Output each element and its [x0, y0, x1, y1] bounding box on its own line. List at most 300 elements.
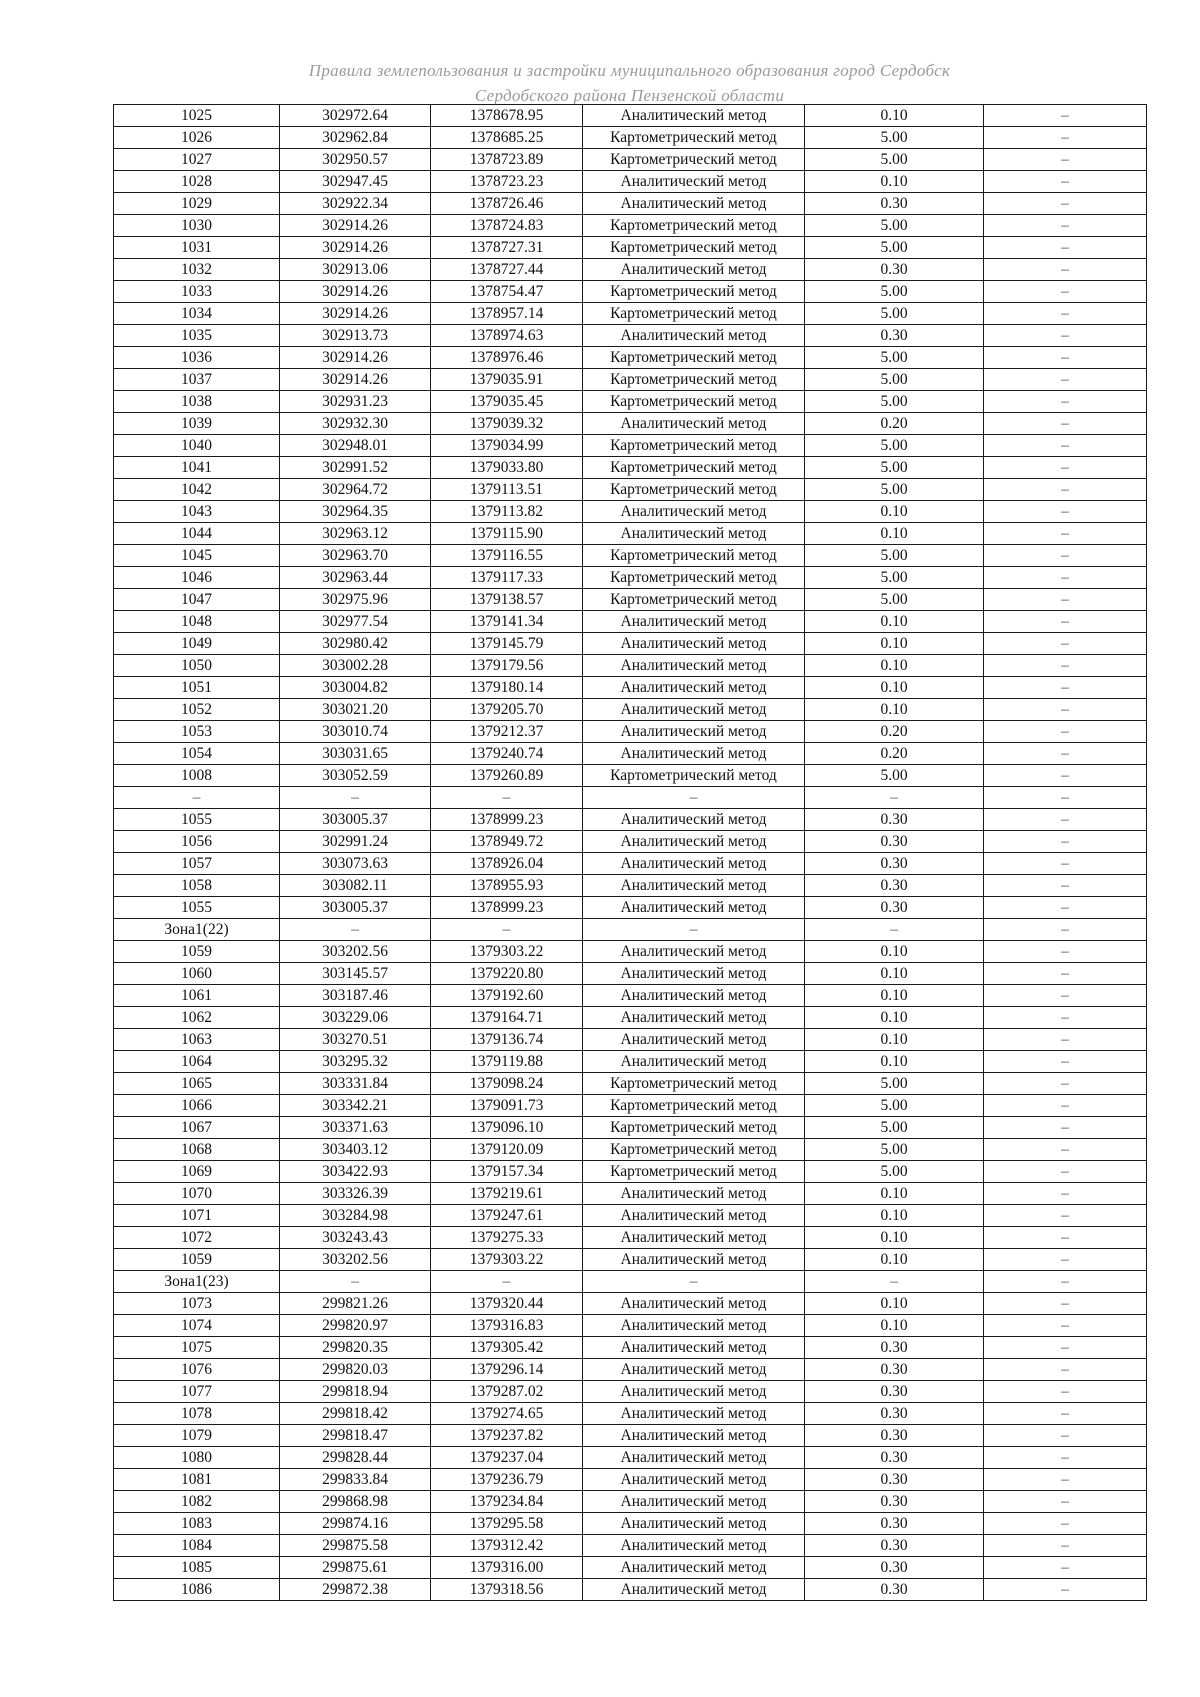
- note-cell: –: [984, 1161, 1147, 1183]
- y-coordinate-cell: 1379205.70: [431, 699, 583, 721]
- method-cell: Картометрический метод: [583, 237, 805, 259]
- point-number-cell: 1068: [114, 1139, 280, 1161]
- method-cell: Аналитический метод: [583, 1293, 805, 1315]
- note-cell: –: [984, 941, 1147, 963]
- y-coordinate-cell: 1379240.74: [431, 743, 583, 765]
- point-number-cell: 1048: [114, 611, 280, 633]
- point-number-cell: 1031: [114, 237, 280, 259]
- x-coordinate-cell: 302963.70: [280, 545, 431, 567]
- method-cell: Картометрический метод: [583, 589, 805, 611]
- accuracy-cell: 0.10: [805, 633, 984, 655]
- accuracy-cell: 5.00: [805, 457, 984, 479]
- note-cell: –: [984, 1073, 1147, 1095]
- x-coordinate-cell: 303005.37: [280, 897, 431, 919]
- x-coordinate-cell: –: [280, 919, 431, 941]
- y-coordinate-cell: 1379136.74: [431, 1029, 583, 1051]
- note-cell: –: [984, 501, 1147, 523]
- y-coordinate-cell: 1379318.56: [431, 1579, 583, 1601]
- accuracy-cell: 0.30: [805, 809, 984, 831]
- method-cell: Аналитический метод: [583, 1359, 805, 1381]
- point-number-cell: 1050: [114, 655, 280, 677]
- y-coordinate-cell: 1379316.83: [431, 1315, 583, 1337]
- accuracy-cell: 5.00: [805, 1073, 984, 1095]
- x-coordinate-cell: 302991.24: [280, 831, 431, 853]
- y-coordinate-cell: 1379287.02: [431, 1381, 583, 1403]
- point-number-cell: 1036: [114, 347, 280, 369]
- table-row: [114, 1447, 1147, 1469]
- note-cell: –: [984, 1249, 1147, 1271]
- note-cell: –: [984, 677, 1147, 699]
- point-number-cell: 1075: [114, 1337, 280, 1359]
- point-number-cell: 1032: [114, 259, 280, 281]
- note-cell: –: [984, 1095, 1147, 1117]
- method-cell: Аналитический метод: [583, 1315, 805, 1337]
- table-row: [114, 1293, 1147, 1315]
- y-coordinate-cell: –: [431, 787, 583, 809]
- point-number-cell: 1034: [114, 303, 280, 325]
- x-coordinate-cell: 303202.56: [280, 941, 431, 963]
- y-coordinate-cell: 1379039.32: [431, 413, 583, 435]
- table-row: [114, 765, 1147, 787]
- point-number-cell: 1065: [114, 1073, 280, 1095]
- note-cell: –: [984, 391, 1147, 413]
- y-coordinate-cell: 1378955.93: [431, 875, 583, 897]
- accuracy-cell: 0.30: [805, 1579, 984, 1601]
- method-cell: Аналитический метод: [583, 259, 805, 281]
- method-cell: Картометрический метод: [583, 457, 805, 479]
- method-cell: Аналитический метод: [583, 677, 805, 699]
- x-coordinate-cell: 302948.01: [280, 435, 431, 457]
- accuracy-cell: 0.10: [805, 1227, 984, 1249]
- method-cell: Картометрический метод: [583, 369, 805, 391]
- x-coordinate-cell: 303229.06: [280, 1007, 431, 1029]
- method-cell: Картометрический метод: [583, 281, 805, 303]
- x-coordinate-cell: 299818.42: [280, 1403, 431, 1425]
- y-coordinate-cell: 1379312.42: [431, 1535, 583, 1557]
- point-number-cell: 1044: [114, 523, 280, 545]
- point-number-cell: 1040: [114, 435, 280, 457]
- note-cell: –: [984, 919, 1147, 941]
- method-cell: Аналитический метод: [583, 1029, 805, 1051]
- accuracy-cell: 5.00: [805, 303, 984, 325]
- y-coordinate-cell: 1378999.23: [431, 897, 583, 919]
- note-cell: –: [984, 435, 1147, 457]
- accuracy-cell: –: [805, 787, 984, 809]
- x-coordinate-cell: 299818.94: [280, 1381, 431, 1403]
- accuracy-cell: 0.20: [805, 413, 984, 435]
- table-row: [114, 1183, 1147, 1205]
- method-cell: Картометрический метод: [583, 1073, 805, 1095]
- table-row: [114, 1029, 1147, 1051]
- coordinates-table: [113, 104, 1147, 1601]
- y-coordinate-cell: 1379179.56: [431, 655, 583, 677]
- note-cell: –: [984, 1029, 1147, 1051]
- x-coordinate-cell: 302977.54: [280, 611, 431, 633]
- table-row: [114, 1161, 1147, 1183]
- point-number-cell: 1082: [114, 1491, 280, 1513]
- point-number-cell: 1055: [114, 809, 280, 831]
- x-coordinate-cell: 302991.52: [280, 457, 431, 479]
- y-coordinate-cell: 1378999.23: [431, 809, 583, 831]
- note-cell: –: [984, 1007, 1147, 1029]
- y-coordinate-cell: 1379164.71: [431, 1007, 583, 1029]
- point-number-cell: 1008: [114, 765, 280, 787]
- point-number-cell: 1051: [114, 677, 280, 699]
- table-row: [114, 479, 1147, 501]
- point-number-cell: 1039: [114, 413, 280, 435]
- table-row: [114, 1117, 1147, 1139]
- y-coordinate-cell: 1378754.47: [431, 281, 583, 303]
- note-cell: –: [984, 1227, 1147, 1249]
- point-number-cell: 1043: [114, 501, 280, 523]
- note-cell: –: [984, 1535, 1147, 1557]
- y-coordinate-cell: 1379295.58: [431, 1513, 583, 1535]
- point-number-cell: 1063: [114, 1029, 280, 1051]
- accuracy-cell: 0.20: [805, 721, 984, 743]
- note-cell: –: [984, 545, 1147, 567]
- note-cell: –: [984, 171, 1147, 193]
- x-coordinate-cell: 303202.56: [280, 1249, 431, 1271]
- header-line-1: Правила землепользования и застройки муниципального образования город Сердобск: [308, 61, 951, 80]
- method-cell: Картометрический метод: [583, 149, 805, 171]
- accuracy-cell: 5.00: [805, 1161, 984, 1183]
- y-coordinate-cell: 1378678.95: [431, 105, 583, 127]
- method-cell: Аналитический метод: [583, 1425, 805, 1447]
- accuracy-cell: 0.10: [805, 963, 984, 985]
- table-row: [114, 1381, 1147, 1403]
- y-coordinate-cell: 1379303.22: [431, 1249, 583, 1271]
- table-row: [114, 831, 1147, 853]
- x-coordinate-cell: 299874.16: [280, 1513, 431, 1535]
- accuracy-cell: 5.00: [805, 1117, 984, 1139]
- x-coordinate-cell: 302914.26: [280, 281, 431, 303]
- accuracy-cell: 5.00: [805, 567, 984, 589]
- x-coordinate-cell: 303004.82: [280, 677, 431, 699]
- method-cell: Аналитический метод: [583, 105, 805, 127]
- table-row: [114, 171, 1147, 193]
- x-coordinate-cell: 299872.38: [280, 1579, 431, 1601]
- accuracy-cell: 5.00: [805, 391, 984, 413]
- x-coordinate-cell: 303082.11: [280, 875, 431, 897]
- note-cell: –: [984, 1579, 1147, 1601]
- method-cell: Аналитический метод: [583, 611, 805, 633]
- table-row: [114, 1359, 1147, 1381]
- point-number-cell: –: [114, 787, 280, 809]
- point-number-cell: 1072: [114, 1227, 280, 1249]
- point-number-cell: 1027: [114, 149, 280, 171]
- accuracy-cell: 0.10: [805, 699, 984, 721]
- note-cell: –: [984, 325, 1147, 347]
- point-number-cell: 1047: [114, 589, 280, 611]
- method-cell: Картометрический метод: [583, 391, 805, 413]
- x-coordinate-cell: 302913.73: [280, 325, 431, 347]
- x-coordinate-cell: 303270.51: [280, 1029, 431, 1051]
- y-coordinate-cell: 1379296.14: [431, 1359, 583, 1381]
- method-cell: Аналитический метод: [583, 1579, 805, 1601]
- method-cell: Аналитический метод: [583, 325, 805, 347]
- y-coordinate-cell: 1379116.55: [431, 545, 583, 567]
- y-coordinate-cell: 1378926.04: [431, 853, 583, 875]
- point-number-cell: 1041: [114, 457, 280, 479]
- method-cell: Аналитический метод: [583, 897, 805, 919]
- note-cell: –: [984, 215, 1147, 237]
- y-coordinate-cell: –: [431, 1271, 583, 1293]
- x-coordinate-cell: 302914.26: [280, 303, 431, 325]
- table-row: [114, 985, 1147, 1007]
- y-coordinate-cell: 1379316.00: [431, 1557, 583, 1579]
- y-coordinate-cell: 1378949.72: [431, 831, 583, 853]
- y-coordinate-cell: 1379098.24: [431, 1073, 583, 1095]
- method-cell: Картометрический метод: [583, 347, 805, 369]
- note-cell: –: [984, 963, 1147, 985]
- point-number-cell: 1025: [114, 105, 280, 127]
- y-coordinate-cell: 1379275.33: [431, 1227, 583, 1249]
- table-row: [114, 721, 1147, 743]
- table-row: [114, 435, 1147, 457]
- method-cell: Аналитический метод: [583, 1007, 805, 1029]
- table-row: [114, 1051, 1147, 1073]
- note-cell: –: [984, 1381, 1147, 1403]
- x-coordinate-cell: 302914.26: [280, 237, 431, 259]
- note-cell: –: [984, 897, 1147, 919]
- table-row: [114, 567, 1147, 589]
- method-cell: Аналитический метод: [583, 171, 805, 193]
- accuracy-cell: 0.30: [805, 1337, 984, 1359]
- point-number-cell: 1057: [114, 853, 280, 875]
- x-coordinate-cell: 302914.26: [280, 347, 431, 369]
- method-cell: Аналитический метод: [583, 1403, 805, 1425]
- point-number-cell: Зона1(23): [114, 1271, 280, 1293]
- x-coordinate-cell: 302950.57: [280, 149, 431, 171]
- method-cell: Аналитический метод: [583, 721, 805, 743]
- point-number-cell: 1083: [114, 1513, 280, 1535]
- table-row: [114, 391, 1147, 413]
- point-number-cell: 1046: [114, 567, 280, 589]
- y-coordinate-cell: 1379237.04: [431, 1447, 583, 1469]
- y-coordinate-cell: 1378723.89: [431, 149, 583, 171]
- accuracy-cell: 0.30: [805, 259, 984, 281]
- point-number-cell: 1069: [114, 1161, 280, 1183]
- accuracy-cell: 0.30: [805, 1381, 984, 1403]
- accuracy-cell: 5.00: [805, 215, 984, 237]
- x-coordinate-cell: 299820.97: [280, 1315, 431, 1337]
- table-row: [114, 259, 1147, 281]
- x-coordinate-cell: 303284.98: [280, 1205, 431, 1227]
- point-number-cell: 1073: [114, 1293, 280, 1315]
- point-number-cell: 1078: [114, 1403, 280, 1425]
- y-coordinate-cell: 1378957.14: [431, 303, 583, 325]
- accuracy-cell: 0.10: [805, 523, 984, 545]
- method-cell: Аналитический метод: [583, 523, 805, 545]
- table-row: [114, 523, 1147, 545]
- method-cell: Картометрический метод: [583, 435, 805, 457]
- table-row: [114, 501, 1147, 523]
- accuracy-cell: 0.10: [805, 611, 984, 633]
- method-cell: Аналитический метод: [583, 1535, 805, 1557]
- point-number-cell: 1071: [114, 1205, 280, 1227]
- table-row: [114, 919, 1147, 941]
- accuracy-cell: 5.00: [805, 281, 984, 303]
- accuracy-cell: 0.10: [805, 1051, 984, 1073]
- y-coordinate-cell: 1379035.91: [431, 369, 583, 391]
- table-row: [114, 1491, 1147, 1513]
- point-number-cell: 1028: [114, 171, 280, 193]
- note-cell: –: [984, 1359, 1147, 1381]
- point-number-cell: 1033: [114, 281, 280, 303]
- method-cell: –: [583, 1271, 805, 1293]
- note-cell: –: [984, 479, 1147, 501]
- method-cell: Аналитический метод: [583, 1337, 805, 1359]
- accuracy-cell: 0.10: [805, 941, 984, 963]
- y-coordinate-cell: 1379303.22: [431, 941, 583, 963]
- point-number-cell: 1056: [114, 831, 280, 853]
- table-row: [114, 699, 1147, 721]
- table-row: [114, 1007, 1147, 1029]
- note-cell: –: [984, 1557, 1147, 1579]
- point-number-cell: 1086: [114, 1579, 280, 1601]
- point-number-cell: 1084: [114, 1535, 280, 1557]
- accuracy-cell: 0.10: [805, 1249, 984, 1271]
- method-cell: Аналитический метод: [583, 1227, 805, 1249]
- y-coordinate-cell: 1378685.25: [431, 127, 583, 149]
- accuracy-cell: 5.00: [805, 149, 984, 171]
- accuracy-cell: 0.30: [805, 1425, 984, 1447]
- x-coordinate-cell: 302914.26: [280, 369, 431, 391]
- y-coordinate-cell: 1379234.84: [431, 1491, 583, 1513]
- point-number-cell: 1060: [114, 963, 280, 985]
- y-coordinate-cell: 1379157.34: [431, 1161, 583, 1183]
- table-row: [114, 677, 1147, 699]
- accuracy-cell: 0.10: [805, 171, 984, 193]
- accuracy-cell: 5.00: [805, 1139, 984, 1161]
- point-number-cell: 1080: [114, 1447, 280, 1469]
- table-row: [114, 655, 1147, 677]
- accuracy-cell: 5.00: [805, 347, 984, 369]
- y-coordinate-cell: 1379212.37: [431, 721, 583, 743]
- table-row: [114, 1315, 1147, 1337]
- note-cell: –: [984, 1447, 1147, 1469]
- x-coordinate-cell: 299828.44: [280, 1447, 431, 1469]
- method-cell: Картометрический метод: [583, 1095, 805, 1117]
- method-cell: Картометрический метод: [583, 765, 805, 787]
- note-cell: –: [984, 787, 1147, 809]
- method-cell: –: [583, 919, 805, 941]
- y-coordinate-cell: 1379192.60: [431, 985, 583, 1007]
- x-coordinate-cell: 303295.32: [280, 1051, 431, 1073]
- y-coordinate-cell: 1379034.99: [431, 435, 583, 457]
- table-row: [114, 809, 1147, 831]
- table-row: [114, 281, 1147, 303]
- note-cell: –: [984, 457, 1147, 479]
- point-number-cell: 1074: [114, 1315, 280, 1337]
- note-cell: –: [984, 281, 1147, 303]
- note-cell: –: [984, 633, 1147, 655]
- point-number-cell: 1029: [114, 193, 280, 215]
- method-cell: Картометрический метод: [583, 545, 805, 567]
- point-number-cell: 1061: [114, 985, 280, 1007]
- table-row: [114, 743, 1147, 765]
- y-coordinate-cell: 1379096.10: [431, 1117, 583, 1139]
- table-row: [114, 1535, 1147, 1557]
- note-cell: –: [984, 127, 1147, 149]
- point-number-cell: 1066: [114, 1095, 280, 1117]
- method-cell: Аналитический метод: [583, 1513, 805, 1535]
- table-row: [114, 1205, 1147, 1227]
- note-cell: –: [984, 303, 1147, 325]
- point-number-cell: 1062: [114, 1007, 280, 1029]
- accuracy-cell: 5.00: [805, 479, 984, 501]
- y-coordinate-cell: 1378727.44: [431, 259, 583, 281]
- method-cell: Аналитический метод: [583, 1447, 805, 1469]
- note-cell: –: [984, 149, 1147, 171]
- accuracy-cell: –: [805, 919, 984, 941]
- table-row: [114, 875, 1147, 897]
- accuracy-cell: 0.10: [805, 1007, 984, 1029]
- y-coordinate-cell: 1378723.23: [431, 171, 583, 193]
- x-coordinate-cell: 302964.72: [280, 479, 431, 501]
- point-number-cell: 1038: [114, 391, 280, 413]
- y-coordinate-cell: 1379305.42: [431, 1337, 583, 1359]
- y-coordinate-cell: 1379115.90: [431, 523, 583, 545]
- accuracy-cell: 0.10: [805, 1205, 984, 1227]
- accuracy-cell: 5.00: [805, 237, 984, 259]
- note-cell: –: [984, 655, 1147, 677]
- table-row: [114, 1139, 1147, 1161]
- note-cell: –: [984, 259, 1147, 281]
- table-row: [114, 457, 1147, 479]
- y-coordinate-cell: 1379274.65: [431, 1403, 583, 1425]
- y-coordinate-cell: 1378974.63: [431, 325, 583, 347]
- x-coordinate-cell: 299820.03: [280, 1359, 431, 1381]
- x-coordinate-cell: 303021.20: [280, 699, 431, 721]
- method-cell: Аналитический метод: [583, 831, 805, 853]
- point-number-cell: 1085: [114, 1557, 280, 1579]
- y-coordinate-cell: 1379236.79: [431, 1469, 583, 1491]
- table-row: [114, 303, 1147, 325]
- accuracy-cell: 0.30: [805, 325, 984, 347]
- y-coordinate-cell: 1379219.61: [431, 1183, 583, 1205]
- note-cell: –: [984, 523, 1147, 545]
- accuracy-cell: 0.30: [805, 1557, 984, 1579]
- x-coordinate-cell: 302914.26: [280, 215, 431, 237]
- y-coordinate-cell: 1378724.83: [431, 215, 583, 237]
- note-cell: –: [984, 809, 1147, 831]
- table-row: [114, 127, 1147, 149]
- accuracy-cell: 0.30: [805, 1447, 984, 1469]
- y-coordinate-cell: 1379180.14: [431, 677, 583, 699]
- x-coordinate-cell: –: [280, 787, 431, 809]
- method-cell: Картометрический метод: [583, 1139, 805, 1161]
- x-coordinate-cell: 302964.35: [280, 501, 431, 523]
- table-row: [114, 105, 1147, 127]
- table-row: [114, 237, 1147, 259]
- method-cell: Картометрический метод: [583, 127, 805, 149]
- table-row: [114, 1073, 1147, 1095]
- accuracy-cell: 0.30: [805, 1535, 984, 1557]
- accuracy-cell: 0.10: [805, 501, 984, 523]
- x-coordinate-cell: 302975.96: [280, 589, 431, 611]
- x-coordinate-cell: 303073.63: [280, 853, 431, 875]
- note-cell: –: [984, 1403, 1147, 1425]
- accuracy-cell: 0.10: [805, 655, 984, 677]
- accuracy-cell: 0.30: [805, 1403, 984, 1425]
- accuracy-cell: 5.00: [805, 127, 984, 149]
- table-row: [114, 1579, 1147, 1601]
- accuracy-cell: 5.00: [805, 1095, 984, 1117]
- method-cell: Картометрический метод: [583, 1161, 805, 1183]
- x-coordinate-cell: 303243.43: [280, 1227, 431, 1249]
- accuracy-cell: 0.30: [805, 1469, 984, 1491]
